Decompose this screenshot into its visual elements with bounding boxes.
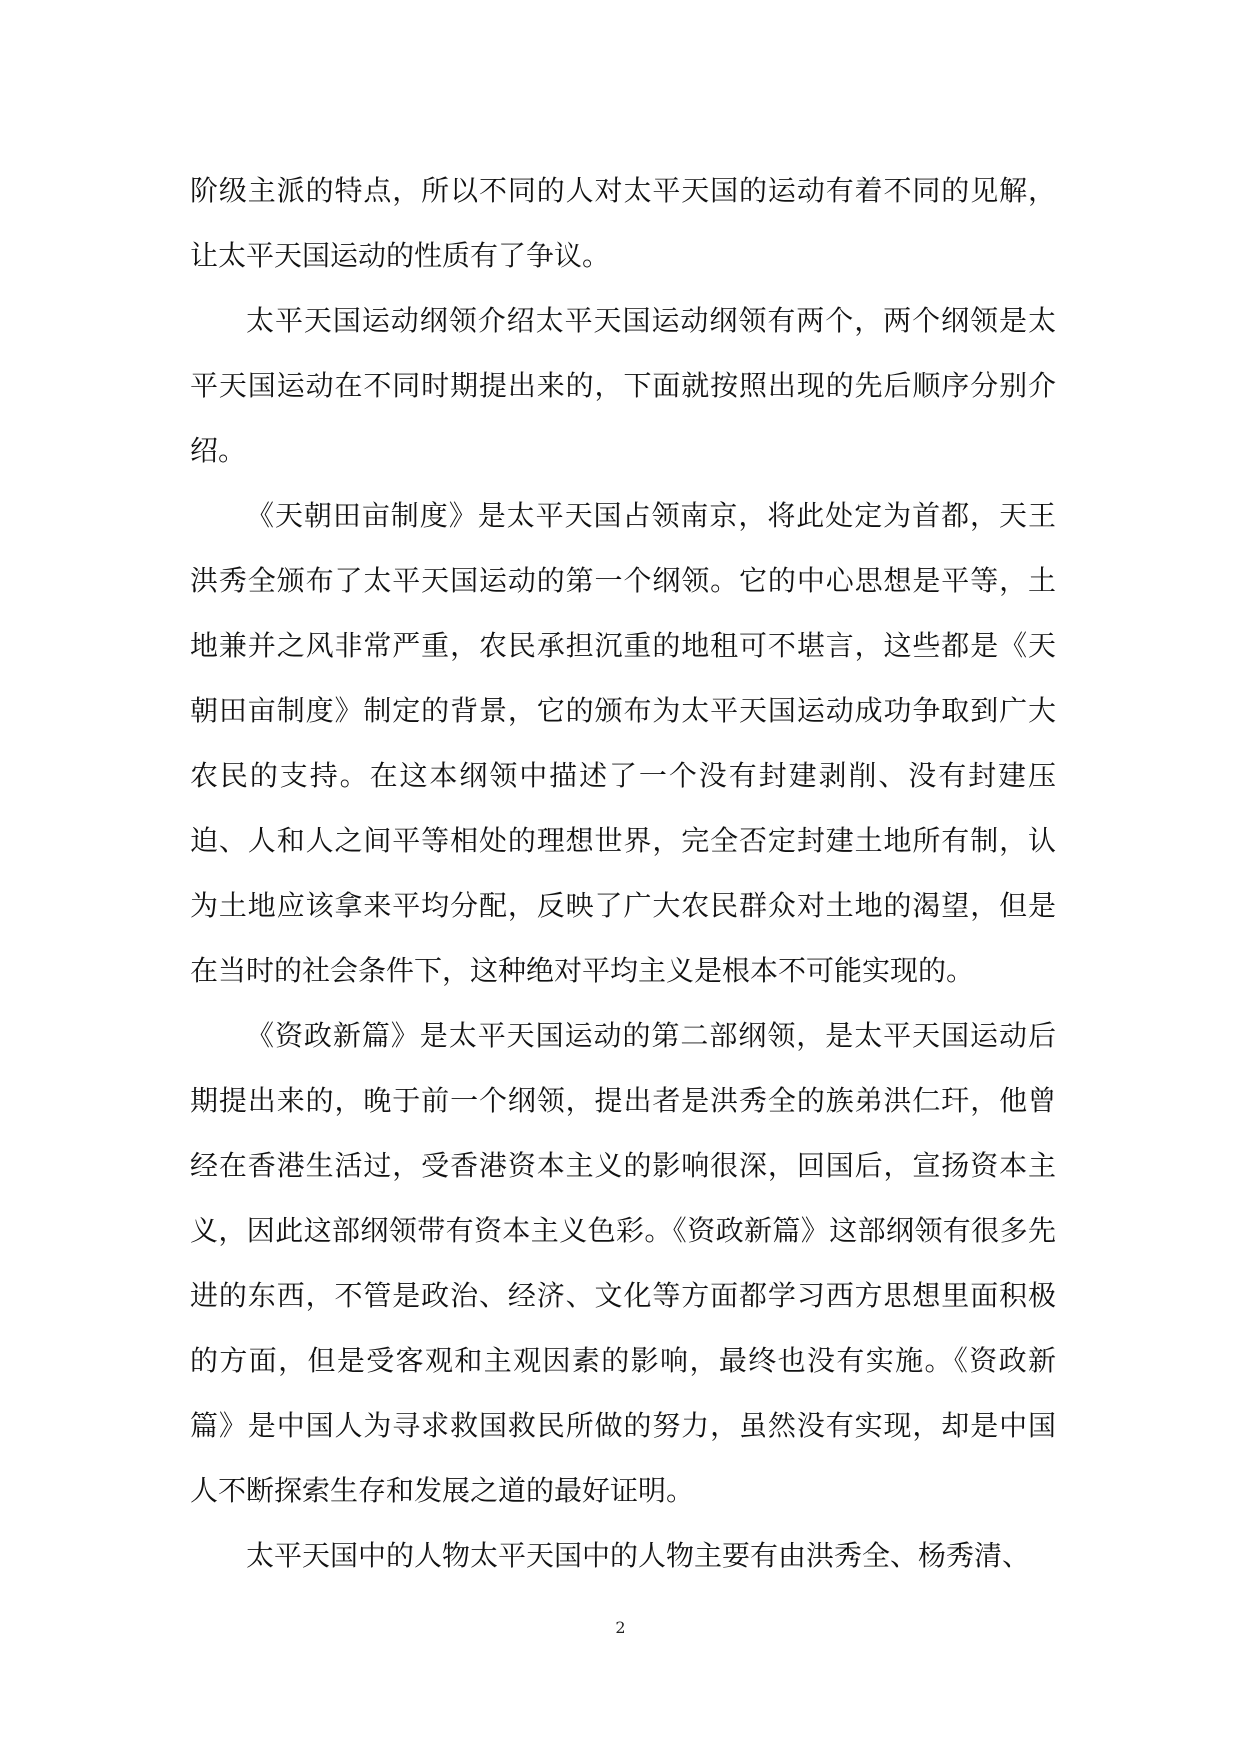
paragraph-5: 太平天国中的人物太平天国中的人物主要有由洪秀全、杨秀清、 xyxy=(246,1539,1031,1572)
paragraph-3: 《天朝田亩制度》是太平天国占领南京，将此处定为首都，天王洪秀全颁布了太平天国运动的第一个纲领。它的中心思想是平等，土地兼并之风非常严重，农民承担沉重的地租可不堪言，这些都是《天朝田亩制度》制定的背景，它的颁布为太平天国运动成功争取到广大农民的支持。在这本纲领中描述了一个没有封建剥削、没有封建压迫、人和人之间平等相处的理想世界，完全否定封建土地所有制，认为土地应该拿来平均分配，反映了广大农民群众对土地的渴望，但是在当时的社会条件下，这种绝对平均主义是根本不可能实现的。 xyxy=(190,499,1056,987)
page-number: 2 xyxy=(615,1618,626,1637)
paragraph-1: 阶级主派的特点，所以不同的人对太平天国的运动有着不同的见解，让太平天国运动的性质有了争议。 xyxy=(190,174,1056,272)
paragraph-4: 《资政新篇》是太平天国运动的第二部纲领，是太平天国运动后期提出来的，晚于前一个纲领，提出者是洪秀全的族弟洪仁玕，他曾经在香港生活过，受香港资本主义的影响很深，回国后，宣扬资本主义，因此这部纲领带有资本主义色彩。《资政新篇》这部纲领有很多先进的东西，不管是政治、经济、文化等方面都学习西方思想里面积极的方面，但是受客观和主观因素的影响，最终也没有实施。《资政新篇》是中国人为寻求救国救民所做的努力，虽然没有实现，却是中国人不断探索生存和发展之道的最好证明。 xyxy=(190,1019,1056,1507)
body-text xyxy=(190,158,1056,1588)
paragraph-2: 太平天国运动纲领介绍太平天国运动纲领有两个，两个纲领是太平天国运动在不同时期提出来的，下面就按照出现的先后顺序分别介绍。 xyxy=(190,304,1056,467)
